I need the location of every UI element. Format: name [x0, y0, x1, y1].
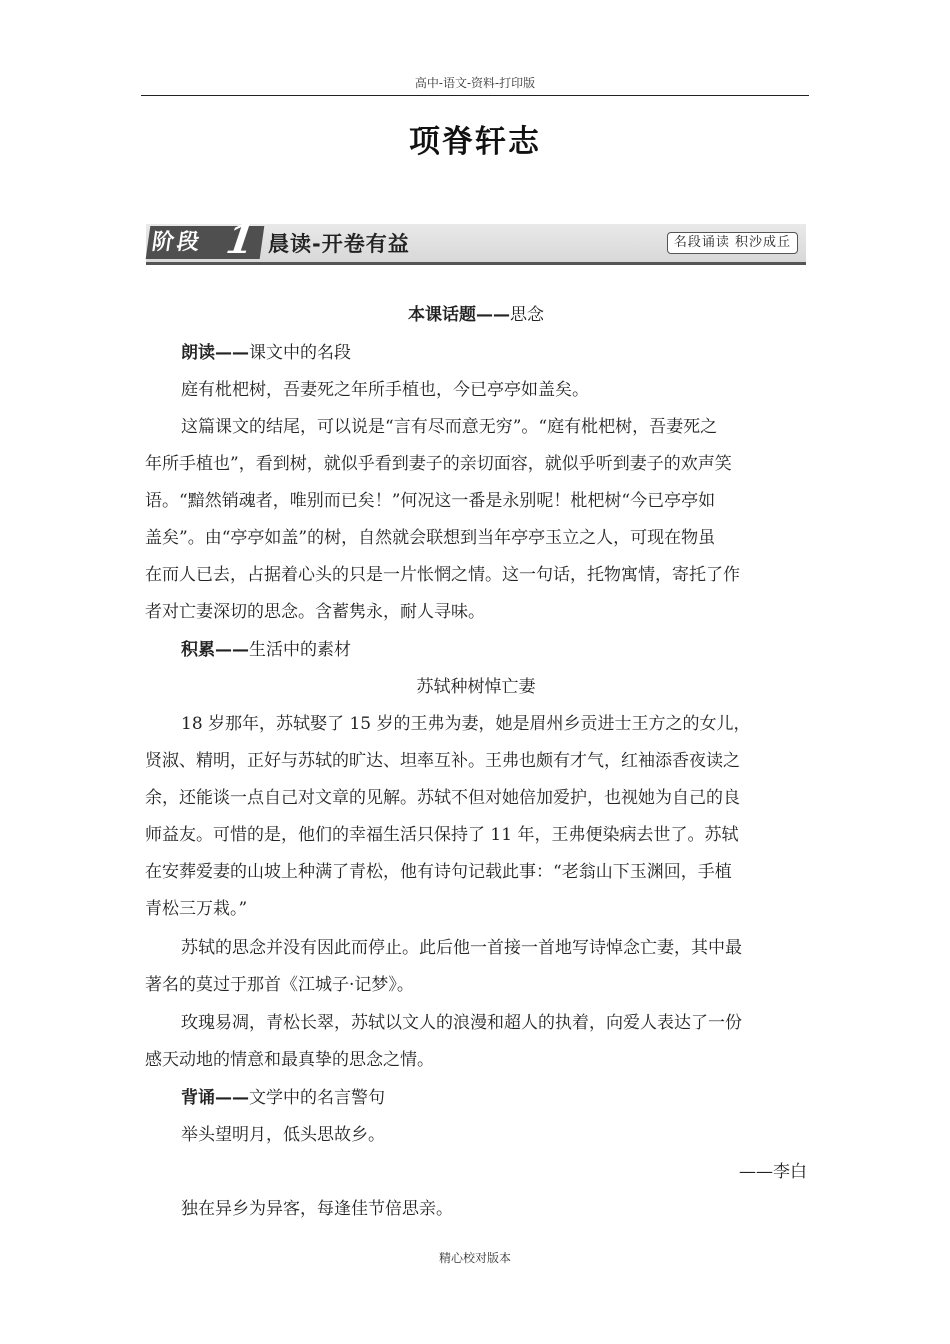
paragraph-line: 在安葬爱妻的山坡上种满了青松，他有诗句记载此事：“老翁山下玉渊回，手植 — [145, 862, 732, 882]
paragraph-line: 余，还能谈一点自己对文章的见解。苏轼不但对她倍加爱护，也视她为自己的良 — [145, 788, 740, 808]
stage-banner — [146, 216, 806, 265]
stage-subtitle: 晨读-开卷有益 — [268, 232, 410, 256]
paragraph-line: 贤淑、精明，正好与苏轼的旷达、坦率互补。王弗也颇有才气，红袖添香夜读之 — [145, 751, 740, 771]
paragraph-line: 语。“黯然销魂者，唯别而已矣！”何况这一番是永别呢！枇杷树“今已亭亭如 — [145, 491, 716, 511]
section-heading-recite — [145, 1087, 807, 1109]
section-heading-reading — [145, 342, 807, 364]
story-title: 苏轼种树悼亡妻 — [416, 677, 536, 697]
paragraph-line: 青松三万栽。” — [145, 899, 248, 919]
section-heading-normal: 生活中的素材 — [249, 640, 351, 660]
page-footer: 精心校对版本 — [438, 1251, 511, 1265]
section-heading-normal: 文学中的名言警句 — [249, 1088, 385, 1108]
paragraph-line: 年所手植也”，看到树，就似乎看到妻子的亲切面容，就似乎听到妻子的欢声笑 — [145, 454, 732, 474]
paragraph-line: 这篇课文的结尾，可以说是“言有尽而意无穷”。“庭有枇杷树，吾妻死之 — [181, 417, 718, 437]
section-heading-bold: 背诵—— — [181, 1088, 249, 1108]
paragraph-line: 感天动地的情意和最真挚的思念之情。 — [145, 1050, 434, 1070]
topic-heading — [145, 304, 807, 326]
verse-line: 举头望明月，低头思故乡。 — [181, 1125, 385, 1145]
page-title: 项脊轩志 — [409, 124, 541, 160]
paragraph-line: 18 岁那年，苏轼娶了 15 岁的王弗为妻，她是眉州乡贡进士王方之的女儿， — [181, 714, 751, 734]
header-divider — [141, 95, 809, 96]
verse-author: ——李白 — [739, 1162, 807, 1182]
paragraph-line: 苏轼的思念并没有因此而停止。此后他一首接一首地写诗悼念亡妻，其中最 — [181, 938, 742, 958]
verse-line: 独在异乡为异客，每逢佳节倍思亲。 — [181, 1199, 453, 1219]
section-heading-normal: 课文中的名段 — [249, 343, 351, 363]
paragraph-line: 在而人已去，占据着心头的只是一片怅惘之情。这一句话，托物寓情，寄托了作 — [145, 565, 740, 585]
stage-number: 1 — [223, 216, 258, 263]
stage-tag: 名段诵读 积沙成丘 — [667, 232, 798, 254]
topic-bold: 本课话题—— — [408, 305, 510, 325]
paragraph-line: 玫瑰易凋，青松长翠，苏轼以文人的浪漫和超人的执着，向爱人表达了一份 — [181, 1013, 742, 1033]
stage-badge — [146, 216, 265, 263]
page-header: 高中-语文-资料-打印版 — [414, 76, 536, 90]
paragraph-line: 盖矣”。由“亭亭如盖”的树，自然就会联想到当年亭亭玉立之人，可现在物虽 — [145, 528, 716, 548]
section-heading-accumulate — [145, 639, 807, 661]
paragraph-line: 者对亡妻深切的思念。含蓄隽永，耐人寻味。 — [145, 602, 485, 622]
section-heading-bold: 积累—— — [181, 640, 249, 660]
paragraph-line: 著名的莫过于那首《江城子·记梦》。 — [145, 975, 414, 995]
paragraph-line: 师益友。可惜的是，他们的幸福生活只保持了 11 年，王弗便染病去世了。苏轼 — [145, 825, 739, 845]
stage-label: 阶段 — [150, 230, 204, 255]
quote-line: 庭有枇杷树，吾妻死之年所手植也，今已亭亭如盖矣。 — [181, 380, 589, 400]
section-heading-bold: 朗读—— — [181, 343, 249, 363]
topic-normal: 思念 — [510, 305, 544, 325]
